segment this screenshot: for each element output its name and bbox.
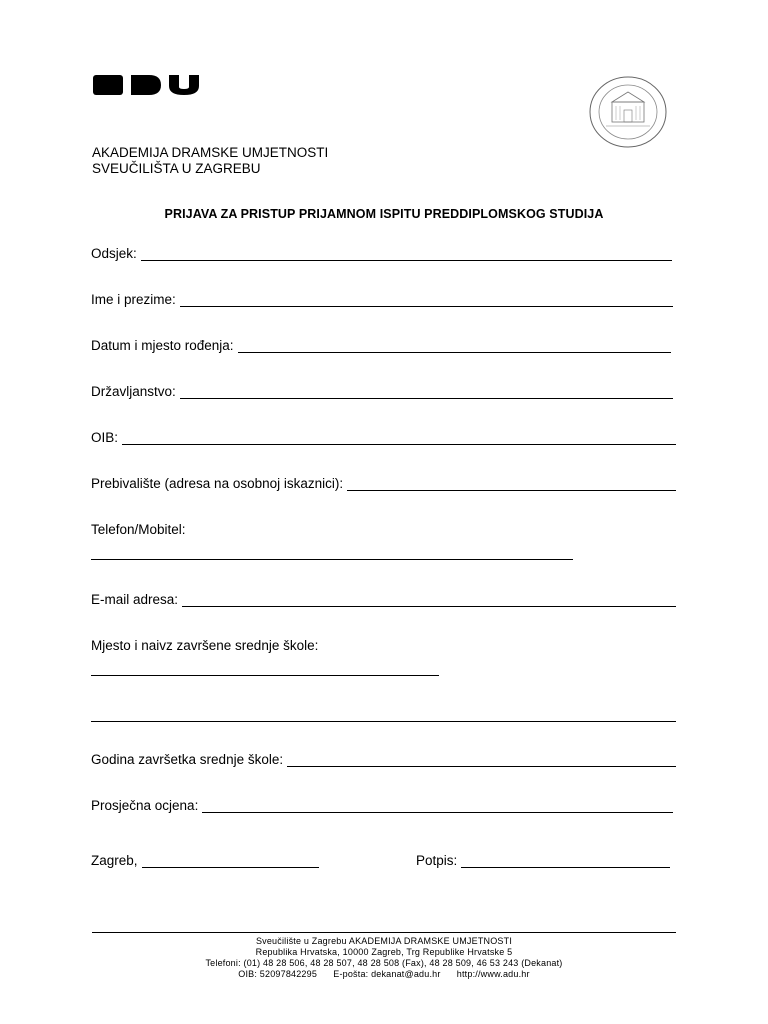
field-drzavljanstvo-label: Državljanstvo: [91, 384, 176, 399]
institution-line-2: SVEUČILIŠTA U ZAGREBU [92, 161, 261, 176]
field-godina-input[interactable] [287, 754, 676, 767]
institution-line-1: AKADEMIJA DRAMSKE UMJETNOSTI [92, 145, 329, 160]
field-ime-prezime-label: Ime i prezime: [91, 292, 176, 307]
field-telefon-label: Telefon/Mobitel: [91, 522, 186, 537]
field-zagreb-input[interactable] [142, 855, 319, 868]
field-srednja-skola-input-2[interactable] [91, 721, 676, 722]
footer-line-4 [92, 969, 676, 980]
field-zagreb-label: Zagreb, [91, 853, 138, 868]
field-potpis [416, 853, 670, 868]
field-godina-label: Godina završetka srednje škole: [91, 752, 284, 767]
field-odsjek-label: Odsjek: [91, 246, 137, 261]
field-datum-mjesto-label: Datum i mjesto rođenja: [91, 338, 234, 353]
field-prosjek-input[interactable] [202, 800, 673, 813]
university-seal-icon [588, 76, 668, 148]
field-srednja-skola-label: Mjesto i naivz završene srednje škole: [91, 638, 319, 653]
footer-line-1: Sveučilište u Zagrebu AKADEMIJA DRAMSKE UMJETNOSTI [255, 936, 513, 946]
field-datum-mjesto [91, 338, 671, 353]
field-ime-prezime [91, 292, 673, 307]
field-telefon-input[interactable] [91, 559, 573, 560]
field-odsjek [91, 246, 672, 261]
field-oib [91, 430, 676, 445]
footer [92, 936, 676, 980]
field-datum-mjesto-input[interactable] [238, 340, 671, 353]
footer-oib: OIB: 52097842295 [238, 969, 318, 979]
field-srednja-skola-input-1[interactable] [91, 675, 439, 676]
field-email-input[interactable] [182, 594, 676, 607]
form-title: PRIJAVA ZA PRISTUP PRIJAMNOM ISPITU PREDDIPLOMSKOG STUDIJA [164, 207, 604, 221]
field-prosjek-label: Prosječna ocjena: [91, 798, 199, 813]
field-potpis-input[interactable] [461, 855, 670, 868]
field-telefon [91, 522, 591, 537]
field-email [91, 592, 676, 607]
field-prebivaliste [91, 476, 676, 491]
field-godina [91, 752, 676, 767]
field-drzavljanstvo [91, 384, 673, 399]
field-oib-input[interactable] [122, 432, 676, 445]
field-drzavljanstvo-input[interactable] [180, 386, 673, 399]
field-prosjek [91, 798, 673, 813]
field-prebivaliste-label: Prebivalište (adresa na osobnoj iskaznici): [91, 476, 344, 491]
footer-line-3: Telefoni: (01) 48 28 506, 48 28 507, 48 28 508 (Fax), 48 28 509, 46 53 243 (Dekanat) [205, 958, 563, 968]
footer-line-2: Republika Hrvatska, 10000 Zagreb, Trg Republike Hrvatske 5 [255, 947, 513, 957]
field-oib-label: OIB: [91, 430, 119, 445]
footer-web-link[interactable]: http://www.adu.hr [456, 969, 530, 979]
field-zagreb [91, 853, 319, 868]
institution-name [92, 145, 328, 177]
field-ime-prezime-input[interactable] [180, 294, 673, 307]
field-email-label: E-mail adresa: [91, 592, 179, 607]
footer-divider [92, 932, 676, 933]
adu-logo [93, 75, 199, 95]
field-srednja-skola [91, 638, 591, 653]
footer-email-link[interactable]: E-pošta: dekanat@adu.hr [333, 969, 441, 979]
field-potpis-label: Potpis: [416, 853, 458, 868]
field-prebivaliste-input[interactable] [347, 478, 676, 491]
field-odsjek-input[interactable] [141, 248, 672, 261]
